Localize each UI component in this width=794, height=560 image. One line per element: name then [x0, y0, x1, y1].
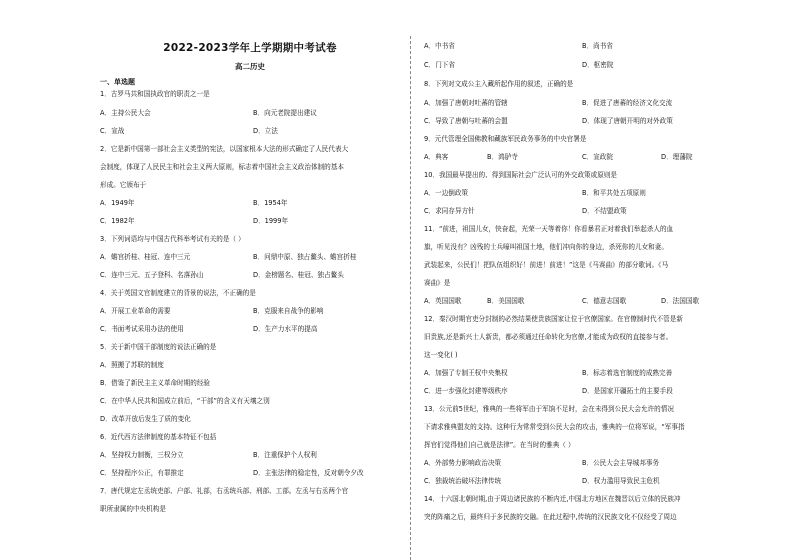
q1-option-b: B．向元老院提出建议 — [253, 109, 317, 117]
q2-option-b: B．1954年 — [253, 199, 288, 207]
q11-option-a: A．英国国歌 — [424, 297, 462, 305]
q11-option-d: D．法国国歌 — [661, 297, 700, 305]
q2-option-a: A．1949年 — [100, 199, 135, 207]
q13-option-c: C．独裁统治破坏法律传统 — [424, 477, 502, 485]
q13-option-a: A．外部势力影响政治决策 — [424, 459, 502, 467]
q1-option-c: C．宣战 — [100, 127, 125, 135]
q7-stem-line1: 7．唐代规定左丞统吏部、户部、礼部，右丞统兵部、刑部、工部。左丞与右丞两个官 — [100, 487, 349, 495]
q5-option-a: A．照搬了苏联的制度 — [100, 361, 164, 369]
q13-stem-line2: 下请求雅典盟友的支持。这种行为常常受到公民大会的攻击，雅典的一位将军说，“军事指 — [424, 423, 685, 431]
q9-stem: 9．元代管理全国佛教和藏族军民政务事务的中央官署是 — [424, 135, 587, 143]
q6-stem: 6．近代西方法律制度的基本特征不包括 — [100, 433, 217, 441]
q11-option-c: C．德意志国歌 — [582, 297, 627, 305]
q8-stem: 8．下列对文成公主入藏所起作用的叙述，正确的是 — [424, 80, 574, 88]
q7-option-c: C．门下省 — [424, 61, 455, 69]
q11-stem-line4: 赛曲》是 — [424, 279, 451, 287]
q4-option-a: A．开展工业革命的需要 — [100, 307, 171, 315]
q6-option-d: D．主张法律的稳定性，反对朝令夕改 — [253, 469, 364, 477]
q2-stem-line2: 会制度，体现了人民民主和社会主义两大原则，标志着中国社会主义政治体制的基本 — [100, 163, 344, 171]
q5-option-b: B．借鉴了新民主主义革命时期的经验 — [100, 379, 211, 387]
q11-option-b: B．美国国歌 — [487, 297, 525, 305]
exam-subject: 高二历史 — [235, 62, 265, 71]
q8-option-b: B．促进了唐蕃的经济文化交流 — [582, 99, 673, 107]
q10-option-a: A．一边倒政策 — [424, 189, 469, 197]
q2-option-d: D．1999年 — [253, 217, 289, 225]
q10-option-d: D．不结盟政策 — [582, 207, 627, 215]
q10-option-b: B．和平共处五项原则 — [582, 189, 646, 197]
q4-stem: 4．关于英国文官制度建立的背景的说法，不正确的是 — [100, 289, 256, 297]
q12-stem-line2: 旧贵族,还是新兴士人新贵，都必须通过任命转化为官僚,才能成为政权的直接参与者。 — [424, 333, 673, 341]
q7-option-b: B．尚书省 — [582, 42, 613, 50]
q5-stem: 5．关于新中国干部制度的说法正确的是 — [100, 343, 217, 351]
q6-option-b: B．注重保护个人权利 — [253, 451, 317, 459]
q3-option-d: D．金榜题名、桂冠、独占鳌头 — [253, 271, 344, 279]
q12-option-d: D．是国家开疆拓土的主要手段 — [582, 387, 673, 395]
q8-option-d: D．体现了唐朝开明的对外政策 — [582, 117, 673, 125]
exam-title: 2022-2023学年上学期期中考试卷 — [163, 42, 337, 54]
q2-stem-line3: 形成。它颁布于 — [100, 181, 147, 189]
q14-stem-line2: 突的阵痛之后，最终归于多民族的交融。在此过程中,传统的汉民族文化不仅经受了周边 — [424, 513, 677, 521]
q3-option-b: B．问鼎中原、独占鳌头、蟾宫折桂 — [253, 253, 357, 261]
q12-stem-line1: 12．秦汉时期官吏分封制的必然结果使贵族国家让位于官僚国家。在官僚制时代不管是新 — [424, 315, 683, 323]
q10-stem: 10．我国最早提出的、得到国际社会广泛认可的外交政策或原则是 — [424, 171, 618, 179]
q9-option-d: D．理藩院 — [661, 153, 693, 161]
q5-option-d: D．改革开放后发生了质的变化 — [100, 415, 191, 423]
q9-option-a: A．典客 — [424, 153, 449, 161]
q13-option-d: D．权力滥用导致民主危机 — [582, 477, 660, 485]
q8-option-a: A．加强了唐朝对吐蕃的管辖 — [424, 99, 508, 107]
q14-stem-line1: 14．十六国北朝时期,由于周边诸民族的不断内迁,中国北方地区在魏晋以后立体的民族冲 — [424, 495, 681, 503]
q1-stem: 1．古罗马共和国执政官的职责之一是 — [100, 90, 210, 98]
q12-option-b: B．标志着选官制度的成熟完善 — [582, 369, 673, 377]
q3-stem: 3．下列词语均与中国古代科举考试有关的是（ ） — [100, 235, 245, 243]
q9-option-b: B．鸿胪寺 — [487, 153, 518, 161]
q7-stem-line2: 职所隶属的中央机构是 — [100, 505, 166, 513]
q12-option-a: A．加强了专制王权中央集权 — [424, 369, 508, 377]
q7-option-a: A．中书省 — [424, 42, 455, 50]
q4-option-b: B．克服来自战争的影响 — [253, 307, 324, 315]
q4-option-d: D．生产力水平的提高 — [253, 325, 318, 333]
q6-option-a: A．坚持权力制衡，三权分立 — [100, 451, 184, 459]
q3-option-a: A．蟾宫折桂、桂冠、连中三元 — [100, 253, 191, 261]
q12-stem-line3: 这一变化( ) — [424, 351, 458, 359]
q2-option-c: C．1982年 — [100, 217, 135, 225]
q11-stem-line2: 旗，听见没有？凶残的士兵嚎叫祖国土地，他们冲向你的身边，杀死你的儿女和妻。 — [424, 243, 668, 251]
q7-option-d: D．枢密院 — [582, 61, 614, 69]
section-heading: 一、单选题 — [100, 78, 135, 86]
q12-option-c: C．进一步强化封建等级秩序 — [424, 387, 508, 395]
column-divider — [410, 36, 411, 560]
q5-option-c: C．在中华人民共和国成立前后，“干部”的含义有天壤之别 — [100, 397, 270, 405]
q11-stem-line3: 武装起来，公民们！把队伍组织好！前进！前进！”这是《马赛曲》的部分歌词。《马 — [424, 261, 669, 269]
q10-option-c: C．求同存异方针 — [424, 207, 475, 215]
q13-option-b: B．公民大会主导城邦事务 — [582, 459, 660, 467]
q9-option-c: C．宣政院 — [582, 153, 613, 161]
q1-option-d: D．立法 — [253, 127, 278, 135]
q13-stem-line1: 13．公元前5世纪，雅典的一些将军由于军饷不足时，会在未得到公民大会允许的情况 — [424, 405, 674, 413]
q11-stem-line1: 11．“前进，祖国儿女，快奋起，光荣一天等着你！你看暴君正对着我们举起杀人的血 — [424, 225, 674, 233]
q2-stem-line1: 2．它是新中国第一部社会主义类型的宪法，以国家根本大法的形式确定了人民代表大 — [100, 145, 349, 153]
q3-option-c: C．连中三元、五子登科、名落孙山 — [100, 271, 204, 279]
q1-option-a: A．主持公民大会 — [100, 109, 151, 117]
q13-stem-line3: 挥官们觉得他们自己就是法律”。在当时的雅典（ ） — [424, 441, 575, 449]
q4-option-c: C．书面考试采用办法的使用 — [100, 325, 184, 333]
q8-option-c: C．导致了唐朝与吐蕃的会盟 — [424, 117, 508, 125]
q6-option-c: C．坚持程序公正，有罪推定 — [100, 469, 184, 477]
